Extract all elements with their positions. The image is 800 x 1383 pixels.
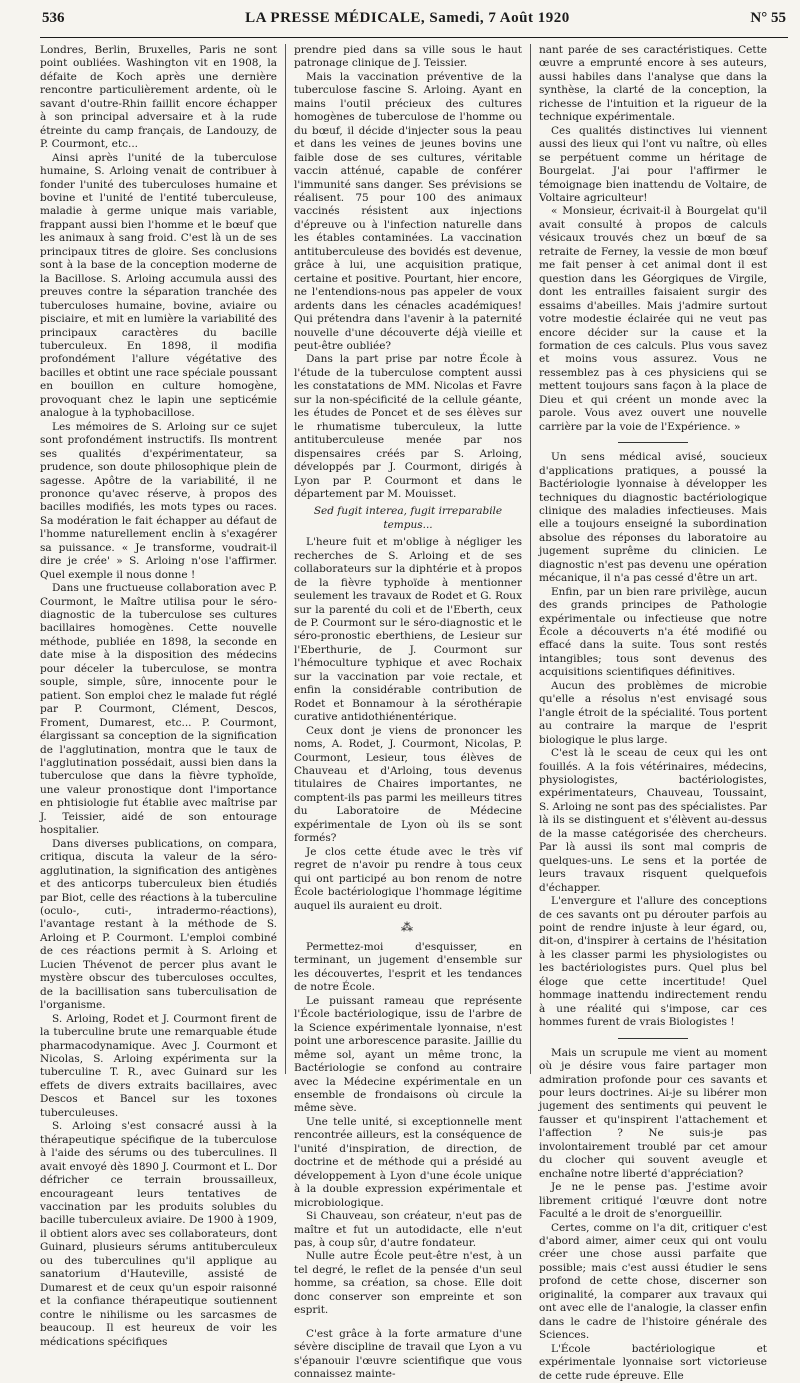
page-header [40,6,788,38]
paragraph: Je ne le pense pas. J'estime avoir librement critiqué l'œuvre dont notre Faculté a le droit de s'enorgueillir. [539,1181,767,1221]
paragraph: prendre pied dans sa ville sous le haut patronage clinique de J. Teissier. [294,44,522,70]
paragraph: Je clos cette étude avec le très vif regret de n'avoir pu rendre à tous ceux qui ont participé au bon renom de notre École bactériologique l'hommage légitime auquel ils auraient eu droit. [294,845,522,912]
column-3 [530,44,775,1382]
paragraph: C'est grâce à la forte armature d'une sévère discipline de travail que Lyon a vu s'épanouir l'œuvre scientifique que vous connaissez mainte- [294,1327,522,1381]
column-2 [285,44,530,1381]
paragraph: S. Arloing, Rodet et J. Courmont firent de la tuberculine brute une remarquable étude pharmacodynamique. Avec J. Courmont et Nicolas, S. Arloing expérimenta sur la tuberculine T. R., avec Guinard sur les effets de divers extraits bacillaires, avec Descos et Bancel sur les toxones tuberculeuses. [40,1012,277,1119]
paragraph: Si Chauveau, son créateur, n'eut pas de maître et fut un autodidacte, elle n'eut pas, à coup sûr, d'autre fondateur. [294,1210,522,1249]
paragraph: Une telle unité, si exceptionnelle ment rencontrée ailleurs, est la conséquence de l'unité d'inspiration, de direction, de doctrine et de méthode qui a présidé au développement à Lyon d'une école unique à la double expression expérimentale et microbiologique. [294,1115,522,1209]
paragraph: Mais un scrupule me vient au moment où je désire vous faire partager mon admiration profonde pour ces savants et pour leurs doctrines. Ai-je su libérer mon jugement des sentiments qui peuvent le fausser et qu'inspirent l'attachement et l'affection ? Ne suis-je pas involontairement troublé par cet amour du clocher qui souvent aveugle et enchaîne notre liberté d'appréciation? [539,1046,767,1180]
paragraph: Certes, comme on l'a dit, critiquer c'est d'abord aimer, aimer ceux qui ont voulu créer une chose aussi parfaite que possible; mais c'est aussi étudier le sens profond de cette chose, discerner son originalité, la comparer aux travaux qui ont avec elle de l'analogie, la classer enfin dans le cadre de l'histoire générale des Sciences. [539,1221,767,1342]
paragraph: Ainsi après l'unité de la tuberculose humaine, S. Arloing venait de contribuer à fonder l'unité des tuberculoses humaine et bovine et l'unité de l'entité tuberculeuse, maladie à germe unique mais variable, frappant aussi bien l'homme et le bœuf que les animaux à sang froid. C'est là un de ses principaux titres de gloire. Ses conclusions sont à la base de la conception moderne de la Bacillose. S. Arloing accumula aussi des preuves contre la séparation tranchée des tuberculoses humaine, bovine, aviaire ou pisciaire, et mit en lumière la variabilité des principaux caractères du bacille tuberculeux. En 1898, il modifia profondément l'allure végétative des bacilles et obtint une race spéciale poussant en bouillon en culture homogène, provoquant chez le lapin une septicémie analogue à la typhobacillose. [40,151,277,420]
paragraph: Aucun des problèmes de microbie qu'elle a résolus n'est envisagé sous l'angle étroit de la spécialité. Tous portent au contraire la marque de l'esprit biologique le plus large. [539,679,767,746]
paragraph: Permettez-moi d'esquisser, en terminant, un jugement d'ensemble sur les découvertes, l'esprit et les tendances de notre École. [294,941,522,994]
spacer [294,1318,522,1328]
paragraph: Enfin, par un bien rare privilège, aucun des grands principes de Pathologie expérimentale ou infectieuse que notre École a découverts n'a été modifié ou effacé dans la suite. Tous sont restés intangibles; tous sont devenus des acquisitions scientifiques définitives. [539,585,767,679]
issue-date: Samedi, 7 Août 1920 [429,10,570,26]
latin-quote: Sed fugit interea, fugit irreparabile tempus... [313,505,503,531]
paragraph: L'heure fuit et m'oblige à négliger les recherches de S. Arloing et de ses collaborateurs sur la diphtérie et à propos de la fièvre typhoïde à mentionner seulement les travaux de Rodet et G. Roux sur la parenté du coli et de l'Eberth, ceux de P. Courmont sur le séro-diagnostic et le séro-pronostic eberthiens, de Lesieur sur l'Eberthurie, de J. Courmont sur l'hémoculture typhique et avec Rochaix sur la vaccination par voie rectale, et enfin la considérable contribution de Rodet et Bonnamour à la sérothérapie curative antidothiénentérique. [294,536,522,724]
journal-name: LA PRESSE MÉDICALE, [245,10,426,26]
paragraph: nant parée de ses caractéristiques. Cette œuvre a emprunté encore à ses auteurs, aussi habiles dans l'analyse que dans la synthèse, la clarté de la conception, la richesse de l'intuition et la rigueur de la technique expérimentale. [539,44,767,124]
paragraph: Dans une fructueuse collaboration avec P. Courmont, le Maître utilisa pour le séro-diagnostic de la tuberculose ses cultures bacillaires homogènes. Cette nouvelle méthode, publiée en 1898, la seconde en date mise à la disposition des médecins pour déceler la tuberculose, se montra souple, simple, sûre, innocente pour le patient. Son emploi chez le malade fut réglé par P. Courmont, Clément, Descos, Froment, Dumarest, etc... P. Courmont, élargissant sa conception de la signification de l'agglutination, montra que le taux de l'agglutination possédait, aussi bien dans la tuberculose que dans la fièvre typhoïde, une valeur pronostique dont l'importance en phtisiologie fut établie avec maîtrise par J. Teissier, aidé de son entourage hospitalier. [40,582,277,837]
paragraph: S. Arloing s'est consacré aussi à la thérapeutique spécifique de la tuberculose à l'aide des sérums ou des tuberculines. Il avait envoyé dès 1890 J. Courmont et L. Dor défricher ce terrain broussailleux, encourageant leurs tentatives de vaccination par les produits solubles du bacille tuberculeux aviaire. De 1900 à 1909, il obtient alors avec ses collaborateurs, dont Guinard, plusieurs sérums antituberculeux ou des tuberculines qu'il applique au sanatorium d'Hauteville, assisté de Dumarest et de ceux qu'un espoir raisonné et la confiance thérapeutique soutiennent contre le nihilisme ou les sarcasmes de beaucoup. Il est heureux de voir les médications spécifiques [40,1120,277,1348]
page-number: 536 [42,10,65,26]
paragraph: Nulle autre École peut-être n'est, à un tel degré, le reflet de la pensée d'un seul homme, sa création, sa chose. Elle doit donc conserver son empreinte et son esprit. [294,1250,522,1317]
paragraph: Ces qualités distinctives lui viennent aussi des lieux qui l'ont vu naître, où elles se perpétuent comme un héritage de Bourgelat. J'ai pour l'affirmer le témoignage bien inattendu de Voltaire, de Voltaire agriculteur! [539,124,767,204]
paragraph: Dans la part prise par notre École à l'étude de la tuberculose comptent aussi les constatations de MM. Nicolas et Favre sur la non-spécificité de la cellule géante, les études de Poncet et de ses élèves sur le rhumatisme tuberculeux, la lutte antituberculeuse menée par nos dispensaires créés par S. Arloing, développés par J. Courmont, dirigés à Lyon par P. Courmont et dans le département par M. Mouisset. [294,353,522,500]
paragraph: Mais la vaccination préventive de la tuberculose fascine S. Arloing. Ayant en mains l'outil précieux des cultures homogènes de tuberculose de l'homme ou du bœuf, il décide d'injecter sous la peau et dans les veines de jeunes bovins une faible dose de ses cultures, véritable vaccin atténué, capable de conférer l'immunité sans danger. Ses prévisions se réalisent. 75 pour 100 des animaux vaccinés résistent aux injections d'épreuve ou à l'infection naturelle dans les étables contaminées. La vaccination antituberculeuse des bovidés est devenue, grâce à lui, une acquisition pratique, certaine et positive. Pourtant, hier encore, ne l'entendions-nous pas appeler de voux ardents dans les cénacles académiques! Qui prétendra dans l'avenir à la paternité nouvelle d'une découverte déjà vieille et peut-être oubliée? [294,70,522,352]
column-1 [40,44,285,1348]
issue-number: N° 55 [750,10,786,26]
paragraph: Dans diverses publications, on compara, critiqua, discuta la valeur de la séro-agglutination, la signification des antigènes et des anticorps tuberculeux bien étudiés par Biot, celle des réactions à la tuberculine (oculo-, cuti-, intradermo-réactions), l'avantage restant à la méthode de S. Arloing et P. Courmont. L'emploi combiné de ces réactions permit à S. Arloing et Lucien Thévenot de percer plus avant le mystère obscur des tuberculoses occultes, de la bacillisation sans tuberculisation de l'organisme. [40,837,277,1012]
paragraph: Un sens médical avisé, soucieux d'applications pratiques, a poussé la Bactériologie lyonnaise à développer les techniques du diagnostic bactériologique clinique des maladies infectieuses. Mais elle a toujours enseigné la subordination absolue des réponses du laboratoire au jugement suprême du clinicien. Le diagnostic n'est pas devenu une opération mécanique, il n'a pas cessé d'être un art. [539,451,767,585]
paragraph: Ceux dont je viens de prononcer les noms, A. Rodet, J. Courmont, Nicolas, P. Courmont, Lesieur, tous élèves de Chauveau et d'Arloing, tous devenus titulaires de Chaires importantes, ne comptent-ils pas parmi les meilleurs titres du Laboratoire de Médecine expérimentale de Lyon où ils se sont formés? [294,724,522,845]
divider [618,1038,688,1039]
section-separator: ⁂ [401,920,415,934]
paragraph: L'envergure et l'allure des conceptions de ces savants ont pu dérouter parfois au point de rendre injuste à leur égard, ou, dit-on, d'inspirer à certains de l'hésitation à les classer parmi les physiologistes ou les bactériologistes purs. Quel plus bel éloge que cette incertitude! Quel hommage inattendu indirectement rendu à une réalité qui s'impose, car ces hommes furent de vrais Biologistes ! [539,895,767,1029]
paragraph: L'École bactériologique et expérimentale lyonnaise sort victorieuse de cette rude épreuve. Elle [539,1342,767,1382]
paragraph: Londres, Berlin, Bruxelles, Paris ne sont point oubliées. Washington vit en 1908, la défaite de Koch après une dernière rencontre particulièrement ardente, où le savant d'outre-Rhin faillit encore échapper à son principal adversaire et à la rude étreinte du camp français, de Landouzy, de P. Courmont, etc... [40,44,277,151]
journal-title-line [245,10,570,27]
paragraph: Les mémoires de S. Arloing sur ce sujet sont profondément instructifs. Ils montrent ses qualités d'expérimentateur, sa prudence, son doute philosophique plein de sagesse. Apôtre de la variabilité, il ne prononce qu'avec réserve, à propos des bacilles modifiés, les mots types ou races. Sa modération le fait échapper au défaut de l'homme naturellement enclin à s'exagérer sa puissance. « Je transforme, voudrait-il dire je crée' » S. Arloing n'ose l'affirmer. Quel exemple il nous donne ! [40,420,277,581]
divider [618,442,688,443]
paragraph: « Monsieur, écrivait-il à Bourgelat qu'il avait consulté à propos de calculs vésicaux trouvés chez un bœuf de sa retraite de Ferney, la vessie de mon bœuf me fait penser à cet animal dont il est question dans les Géorgiques de Virgile, dont les entrailles faisaient surgir des essaims d'abeilles. Mais j'admire surtout votre modestie éclairée qui ne veut pas encore décider sur la cause et la formation de ces calculs. Plus vous savez et moins vous assurez. Vous ne ressemblez pas à ces physiciens qui se mettent toujours sans façon à la place de Dieu et qui créent un monde avec la parole. Vous avez ouvert une nouvelle carrière par la voie de l'Expérience. » [539,205,767,433]
paragraph: C'est là le sceau de ceux qui les ont fouillés. A la fois vétérinaires, médecins, physiologistes, bactériologistes, expérimentateurs, Chauveau, Toussaint, S. Arloing ne sont pas des spécialistes. Par là ils se distinguent et s'élèvent au-dessus de la masse catégorisée des chercheurs. Par là aussi ils sont mal compris de quelques-uns. Le sens et la portée de leurs travaux risquent quelquefois d'échapper. [539,747,767,894]
article-columns [40,44,788,1382]
paragraph: Le puissant rameau que représente l'École bactériologique, issu de l'arbre de la Science expérimentale lyonnaise, n'est point une arborescence parasite. Jaillie du même sol, ayant un même tronc, la Bactériologie se confond au contraire avec la Médecine expérimentale en un ensemble de frondaisons où circule la même sève. [294,994,522,1115]
